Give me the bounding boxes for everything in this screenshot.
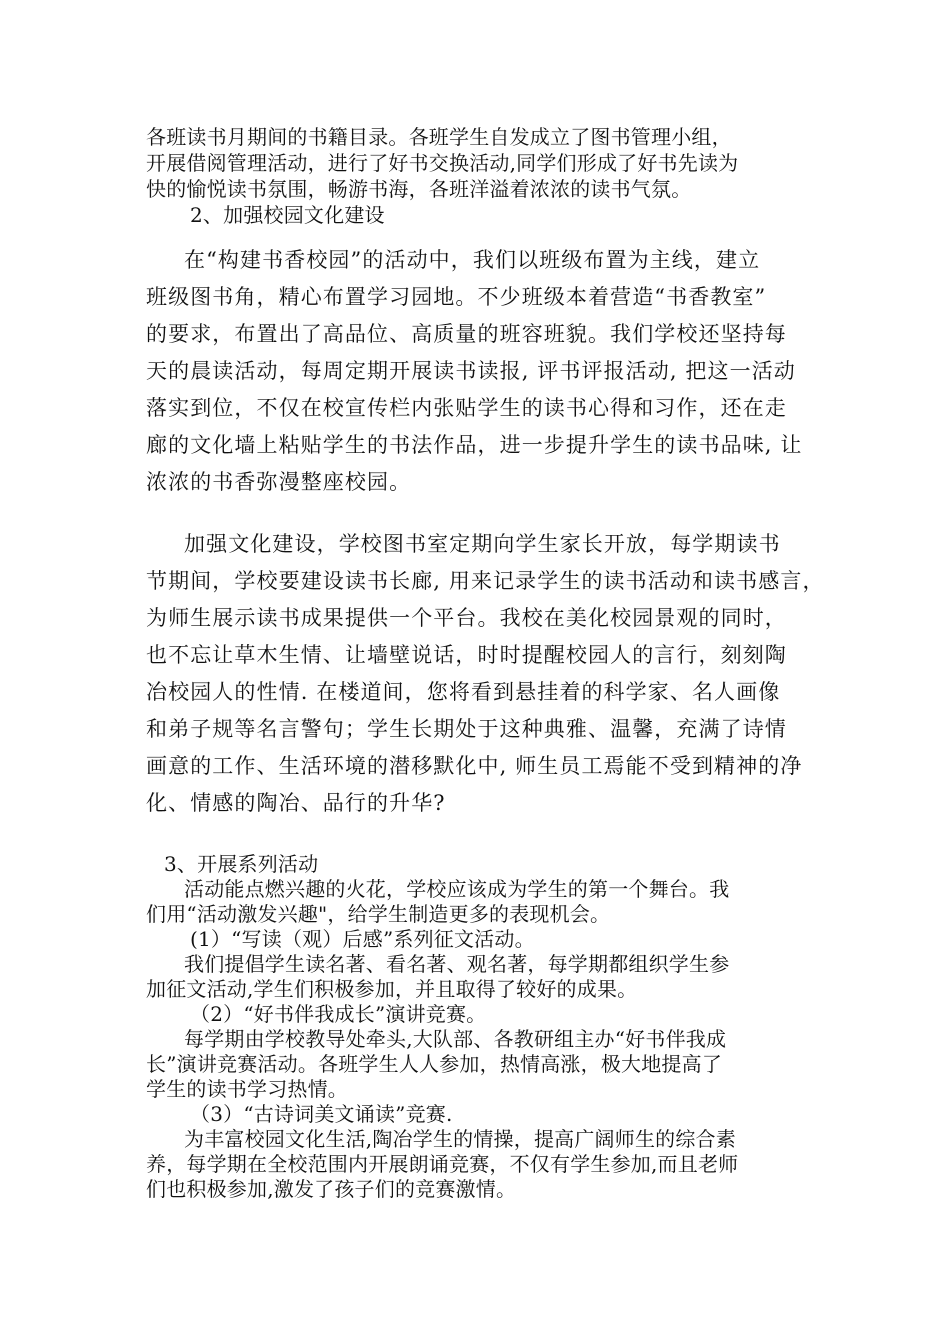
text-line: 加征文活动,学生们积极参加，并且取得了较好的成果。 bbox=[146, 977, 638, 1001]
text-line: 浓浓的书香弥漫整座校园。 bbox=[146, 470, 412, 494]
text-line: 为丰富校园文化生活,陶冶学生的情操，提高广阔师生的综合素 bbox=[184, 1127, 736, 1151]
text-line: 也不忘让草木生情、让墙壁说话，时时提醒校园人的言行，刻刻陶 bbox=[146, 643, 787, 667]
text-line: 和弟子规等名言警句；学生长期处于这种典雅、温馨，充满了诗情 bbox=[146, 717, 787, 741]
section-heading: 2、加强校园文化建设 bbox=[190, 203, 385, 227]
text-line: 快的愉悦读书氛围，畅游书海，各班洋溢着浓浓的读书气氛。 bbox=[146, 177, 692, 201]
text-line: 养，每学期在全校范围内开展朗诵竞赛，不仅有学生参加,而且老师 bbox=[146, 1152, 739, 1176]
text-line: 各班读书月期间的书籍目录。各班学生自发成立了图书管理小组， bbox=[146, 125, 732, 149]
text-line: 为师生展示读书成果提供一个平台。我校在美化校园景观的同时， bbox=[146, 606, 787, 630]
text-line: 冶校园人的性情. 在楼道间，您将看到悬挂着的科学家、名人画像 bbox=[146, 680, 781, 704]
text-line: 节期间，学校要建设读书长廊, 用来记录学生的读书活动和读书感言， bbox=[146, 569, 825, 593]
text-line: 化、情感的陶冶、品行的升华? bbox=[146, 791, 446, 815]
text-line: 长”演讲竞赛活动。各班学生人人参加，热情高涨，极大地提高了 bbox=[146, 1052, 723, 1076]
text-line: 们也积极参加,激发了孩子们的竞赛激情。 bbox=[146, 1177, 517, 1201]
text-line: 我们提倡学生读名著、看名著、观名著，每学期都组织学生参 bbox=[184, 952, 730, 976]
text-line: 加强文化建设，学校图书室定期向学生家长开放，每学期读书 bbox=[184, 532, 781, 556]
text-line: 们用“活动激发兴趣"，给学生制造更多的表现机会。 bbox=[146, 902, 611, 926]
text-line: 廊的文化墙上粘贴学生的书法作品，进一步提升学生的读书品味, 让 bbox=[146, 433, 803, 457]
text-line: 落实到位，不仅在校宣传栏内张贴学生的读书心得和习作，还在走 bbox=[146, 396, 787, 420]
text-line: 在“构建书香校园”的活动中，我们以班级布置为主线，建立 bbox=[184, 248, 761, 272]
activity-title: （2）“好书伴我成长”演讲竞赛。 bbox=[190, 1002, 487, 1026]
text-line: 每学期由学校教导处牵头,大队部、各教研组主办“好书伴我成 bbox=[184, 1027, 727, 1051]
text-line: 活动能点燃兴趣的火花，学校应该成为学生的第一个舞台。我 bbox=[184, 877, 730, 901]
text-line: 的要求，布置出了高品位、高质量的班容班貌。我们学校还坚持每 bbox=[146, 322, 787, 346]
activity-title: （3）“古诗词美文诵读”竞赛. bbox=[190, 1102, 453, 1126]
text-line: 天的晨读活动，每周定期开展读书读报, 评书评报活动, 把这一活动 bbox=[146, 359, 796, 383]
text-line: 学生的读书学习热情。 bbox=[146, 1077, 348, 1101]
activity-title: (1）“写读（观）后感”系列征文活动。 bbox=[190, 927, 535, 951]
text-line: 画意的工作、生活环境的潜移默化中, 师生员工焉能不受到精神的净 bbox=[146, 754, 803, 778]
text-line: 班级图书角，精心布置学习园地。不少班级本着营造“书香教室” bbox=[146, 285, 767, 309]
text-line: 开展借阅管理活动，进行了好书交换活动,同学们形成了好书先读为 bbox=[146, 151, 739, 175]
section-heading: 3、开展系列活动 bbox=[164, 852, 319, 876]
